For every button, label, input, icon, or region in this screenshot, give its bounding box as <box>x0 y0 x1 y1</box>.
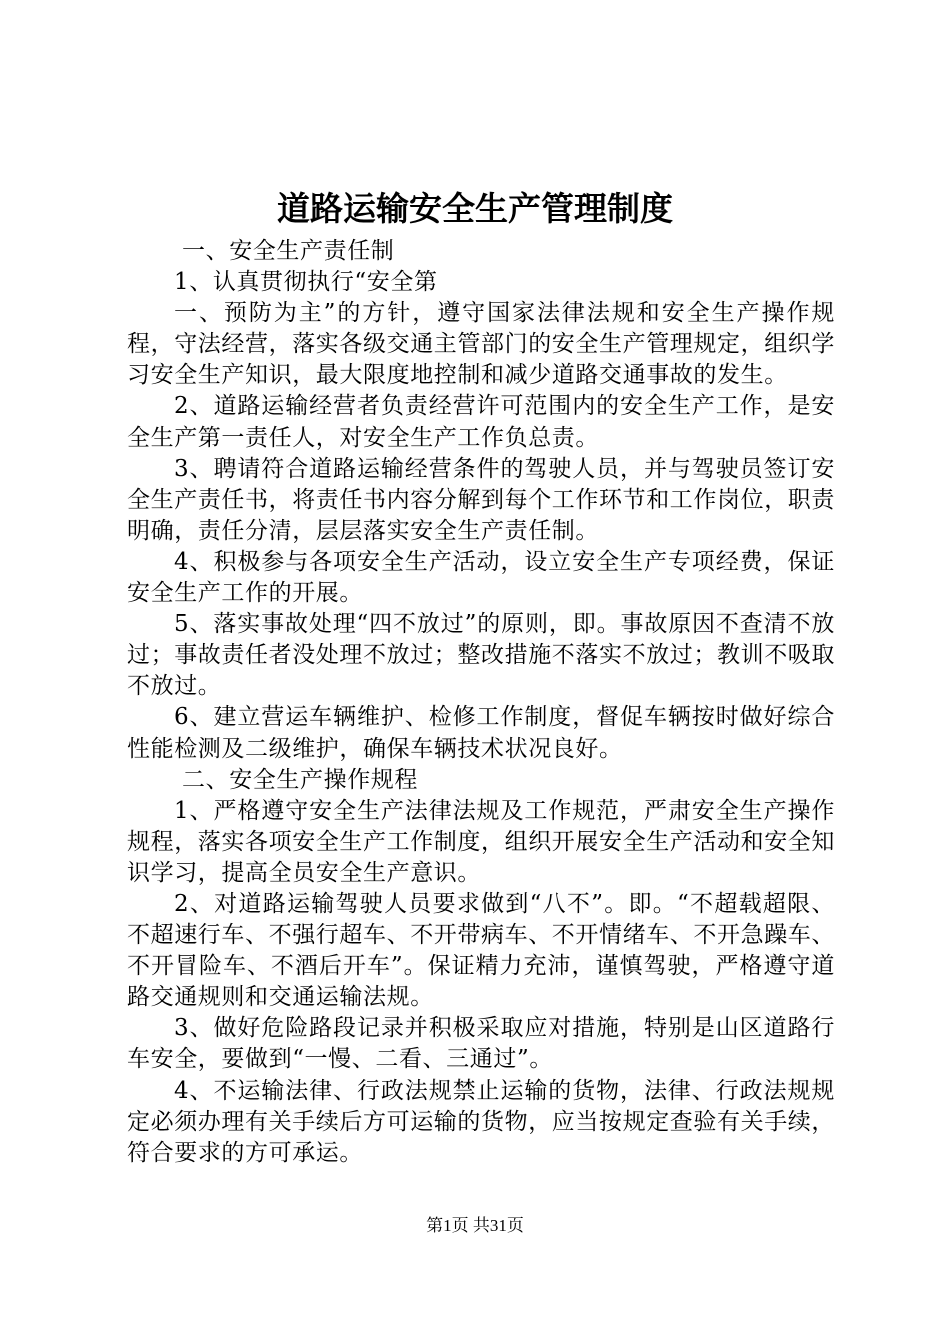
paragraph: 6、建立营运车辆维护、检修工作制度，督促车辆按时做好综合性能检测及二级维护，确保车辆技术状况良好。 <box>127 704 835 762</box>
paragraph: 1、认真贯彻执行“安全第 <box>174 269 438 296</box>
paragraph: 2、对道路运输驾驶人员要求做到“八不”。即。“不超载超限、不超速行车、不强行超车、不开带病车、不开情绪车、不开急躁车、不开冒险车、不酒后开车”。保证精力充沛，谨慎驾驶，严格遵守道路交通规则和交通运输法规。 <box>127 890 835 1011</box>
paragraph: 3、做好危险路段记录并积极采取应对措施，特别是山区道路行车安全，要做到“一慢、二看、三通过”。 <box>127 1015 835 1073</box>
paragraph: 一、预防为主”的方针，遵守国家法律法规和安全生产操作规程，守法经营，落实各级交通主管部门的安全生产管理规定，组织学习安全生产知识，最大限度地控制和减少道路交通事故的发生。 <box>127 300 835 389</box>
paragraph: 3、聘请符合道路运输经营条件的驾驶人员，并与驾驶员签订安全生产责任书，将责任书内容分解到每个工作环节和工作岗位，职责明确，责任分清，层层落实安全生产责任制。 <box>127 455 835 544</box>
page-footer: 第1页 共31页 <box>426 1216 524 1235</box>
section-heading-1: 一、安全生产责任制 <box>182 238 395 264</box>
paragraph: 4、积极参与各项安全生产活动，设立安全生产专项经费，保证安全生产工作的开展。 <box>127 548 835 607</box>
section-heading-2: 二、安全生产操作规程 <box>182 766 418 793</box>
document-title: 道路运输安全生产管理制度 <box>277 189 673 228</box>
paragraph: 2、道路运输经营者负责经营许可范围内的安全生产工作，是安全生产第一责任人，对安全生产工作负总责。 <box>127 393 835 451</box>
paragraph: 4、不运输法律、行政法规禁止运输的货物，法律、行政法规规定必须办理有关手续后方可运输的货物，应当按规定查验有关手续，符合要求的方可承运。 <box>127 1077 835 1166</box>
paragraph: 1、严格遵守安全生产法律法规及工作规范，严肃安全生产操作规程，落实各项安全生产工作制度，组织开展安全生产活动和安全知识学习，提高全员安全生产意识。 <box>127 797 835 886</box>
paragraph: 5、落实事故处理“四不放过”的原则，即。事故原因不查清不放过；事故责任者没处理不放过；整改措施不落实不放过；教训不吸取不放过。 <box>127 611 835 700</box>
document-body <box>127 236 835 1169</box>
